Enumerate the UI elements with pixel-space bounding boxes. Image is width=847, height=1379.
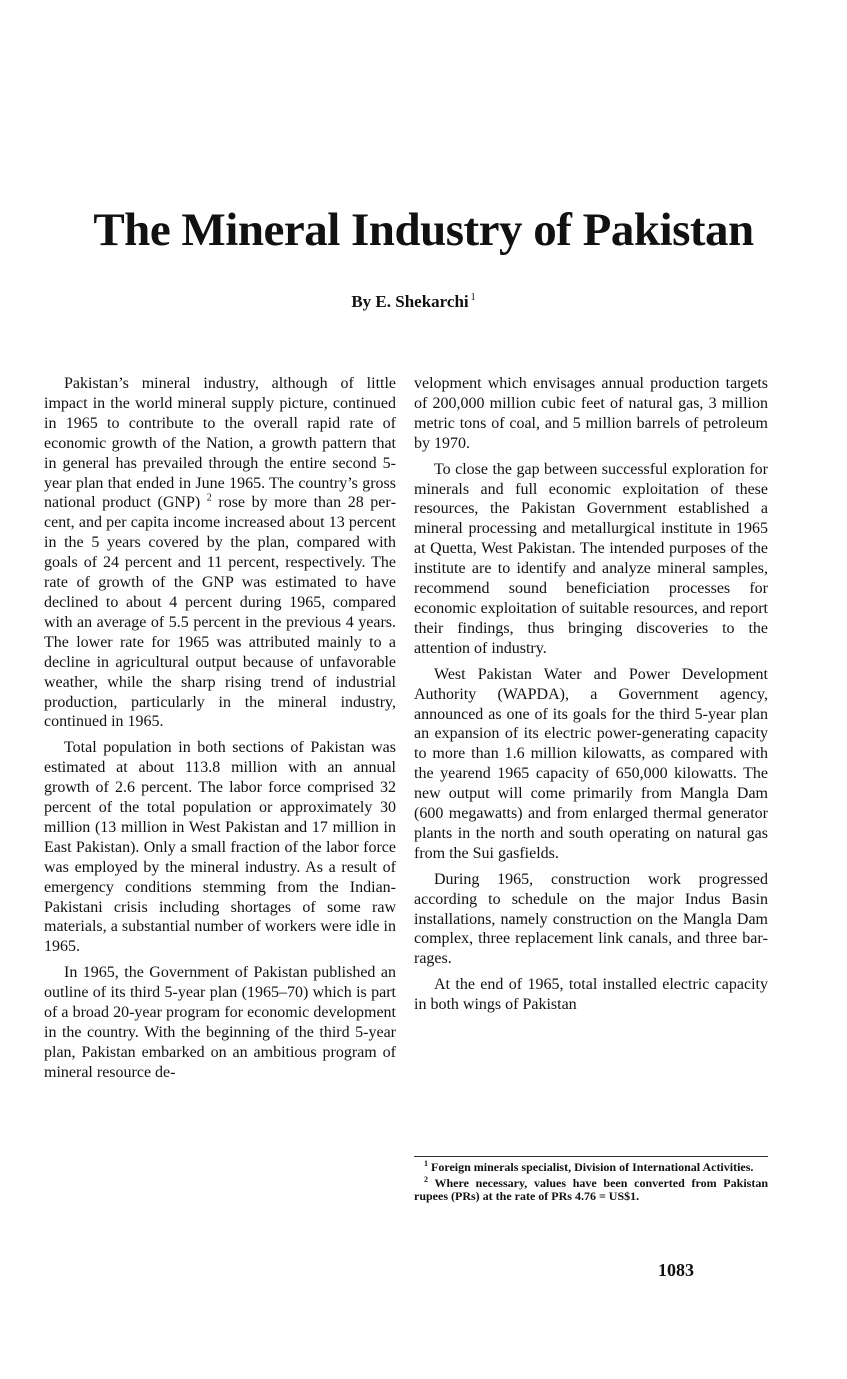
footnote-ref: 1 <box>470 292 476 304</box>
paragraph: West Pakistan Water and Power Development Authority (WAPDA), a Government agency, announced as one of its goals for the third 5-year plan an expansion of its electric power-generating capacity to more than 1.6 million kilowatts, as compared with the yearend 1965 capacity of 650,000 kilowatts. The new output will come primarily from Mangla Dam (600 megawatts) and from enlarged thermal generator plants in the north and south operating on natural gas from the Sui gasfields. <box>414 665 768 862</box>
footnote-text: Where necessary, values have been converted from Pakistan rupees (PRs) at the rate of PRs 4.76 = US$1. <box>414 1176 768 1203</box>
page-title: The Mineral Industry of Pakistan <box>93 204 754 256</box>
paragraph: During 1965, construction work progressed according to schedule on the major Indus Basin installations, namely construction on the Mangla Dam complex, three replacement link canals, and three barrages. <box>414 870 768 968</box>
footnote <box>414 1177 768 1203</box>
paragraph: To close the gap between successful exploration for minerals and full economic exploitation of these resources, the Pakistan Government established a mineral processing and metallurgical institute in 1965 at Quetta, West Pakistan. The intended purposes of the institute are to identify and analyze mineral samples, recommend sound beneficiation processes for economic exploitation of suitable resources, and report their findings, thus bringing discoveries to the attention of industry. <box>414 460 768 657</box>
footnote-number: 2 <box>424 1175 428 1184</box>
paragraph-text: rose by more than 28 percent, and per capita income increased about 13 percent in the 5 years covered by the plan, compared with goals of 24 percent and 11 percent, respectively. The rate of growth of the GNP was estimated to have declined to about 4 percent during 1965, compared with an average of 5.5 percent in the previous 4 years. The lower rate for 1965 was attributed mainly to a decline in agricultural output because of unfavorable weather, while the sharp rising trend of industrial production, particularly in the mineral industry, continued in 1965. <box>44 494 397 731</box>
footnote-number: 1 <box>424 1159 428 1168</box>
footnotes <box>414 1156 768 1206</box>
left-column <box>44 374 396 1089</box>
paragraph: In 1965, the Government of Pakistan published an outline of its third 5-year plan (1965–70) which is part of a broad 20-year program for economic development in the country. With the beginning of the third 5-year plan, Pakistan embarked on an ambitious program of mineral resource de- <box>44 964 396 1081</box>
right-column <box>414 374 768 1021</box>
author-byline <box>0 292 827 312</box>
footnote-text: Foreign minerals specialist, Division of International Activities. <box>431 1160 754 1174</box>
author-name: By E. Shekarchi <box>351 292 469 311</box>
paragraph-text: Pakistan’s mineral industry, although of little impact in the world mineral supply picture, continued in 1965 to contribute to the overall rapid rate of economic growth of the Nation, a growth pattern that in general has prevailed through the entire second 5-year plan that ended in June 1965. The country’s gross national product (GNP) <box>44 375 396 512</box>
footnote-ref: 2 <box>206 493 212 505</box>
footnote <box>414 1161 768 1174</box>
page-number: 1083 <box>658 1260 694 1280</box>
paragraph: velopment which envisages annual production targets of 200,000 million cubic feet of natural gas, 3 million metric tons of coal, and 5 million barrels of petroleum by 1970. <box>414 375 768 452</box>
paragraph <box>44 374 396 732</box>
paragraph: Total population in both sections of Pakistan was estimated at about 113.8 million with an annual growth of 2.6 percent. The labor force comprised 32 percent of the total population or approximately 30 million (13 million in West Pakistan and 17 million in East Pakistan). Only a small fraction of the labor force was employed by the mineral industry. As a result of emergency conditions stemming from the Indian-Pakistani crisis including shortages of some raw materials, a substantial number of workers were idle in 1965. <box>44 739 396 956</box>
paragraph: At the end of 1965, total installed electric capacity in both wings of Pakistan <box>414 976 768 1014</box>
